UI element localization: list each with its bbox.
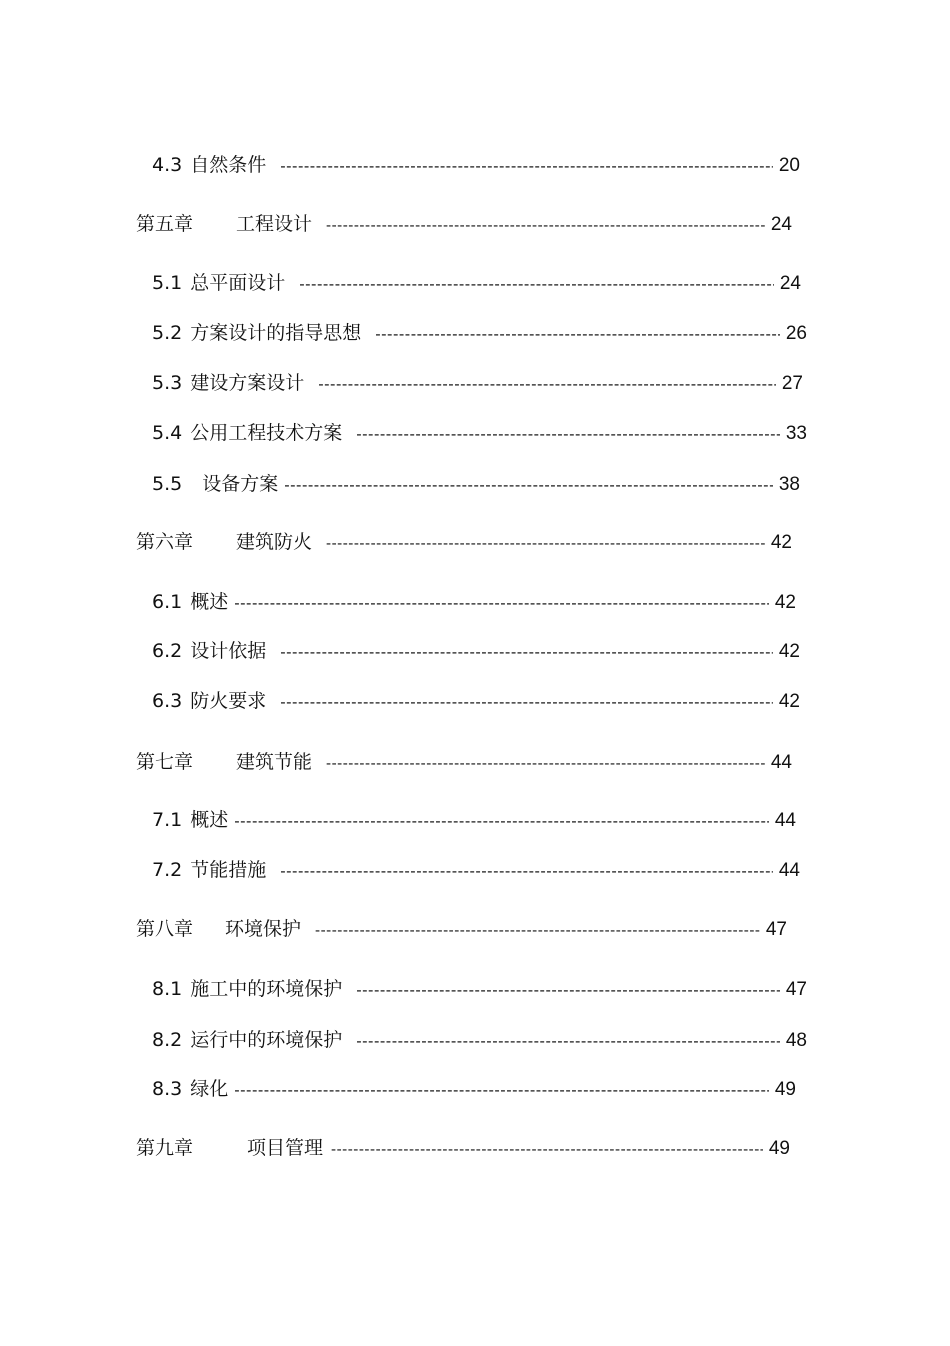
toc-chapter-title: 环境保护 [225,918,302,940]
toc-dot-leader [318,371,776,397]
toc-entry-5-2 [152,320,807,346]
toc-dot-leader [315,917,760,943]
toc-entry-page: 33 [785,423,807,444]
toc-entry-number: 6.2 [152,640,183,662]
toc-entry-6-1 [152,589,796,615]
toc-entry-page: 44 [770,752,792,773]
toc-dot-leader [299,271,774,297]
toc-entry-page: 24 [770,214,792,235]
toc-dot-leader [356,977,780,1003]
toc-entry-8-2 [152,1027,807,1053]
toc-entry-number: 5.5 [152,473,183,495]
toc-chapter-7 [136,749,792,775]
toc-entry-title: 公用工程技术方案 [190,422,343,444]
toc-entry-page: 47 [785,979,807,1000]
toc-chapter-number: 第五章 [136,213,194,235]
toc-entry-title: 设备方案 [202,473,279,495]
toc-entry-page: 44 [778,860,800,881]
toc-dot-leader [375,321,780,347]
toc-dot-leader [280,689,773,715]
toc-entry-page: 42 [774,592,796,613]
toc-entry-6-2 [152,638,800,664]
toc-entry-5-1 [152,270,801,296]
toc-entry-page: 27 [781,373,803,394]
toc-entry-number: 6.3 [152,690,183,712]
toc-entry-page: 44 [774,810,796,831]
toc-entry-number: 4.3 [152,154,183,176]
toc-entry-title: 施工中的环境保护 [190,978,343,1000]
toc-entry-page: 42 [778,691,800,712]
toc-chapter-title: 项目管理 [247,1137,324,1159]
toc-entry-title: 总平面设计 [190,272,286,294]
toc-entry-number: 8.2 [152,1029,183,1051]
toc-entry-number: 5.1 [152,272,183,294]
toc-chapter-number: 第九章 [136,1137,194,1159]
toc-entry-number: 7.2 [152,859,183,881]
toc-entry-5-5 [152,471,800,497]
toc-entry-8-1 [152,976,807,1002]
toc-entry-page: 42 [770,532,792,553]
toc-chapter-number: 第六章 [136,531,194,553]
toc-entry-title: 方案设计的指导思想 [190,322,362,344]
toc-chapter-title: 建筑防火 [236,531,313,553]
toc-chapter-8 [136,916,787,942]
toc-entry-number: 5.3 [152,372,183,394]
toc-dot-leader [326,530,765,556]
toc-entry-number: 8.1 [152,978,183,1000]
toc-entry-title: 概述 [190,591,229,613]
toc-entry-page: 38 [778,474,800,495]
toc-entry-5-3 [152,370,803,396]
toc-entry-page: 24 [779,273,801,294]
toc-entry-page: 42 [778,641,800,662]
toc-entry-5-4 [152,420,807,446]
toc-entry-number: 5.2 [152,322,183,344]
toc-chapter-5 [136,211,792,237]
toc-entry-title: 设计依据 [190,640,267,662]
toc-dot-leader [326,212,765,238]
toc-chapter-number: 第七章 [136,751,194,773]
toc-dot-leader [331,1136,763,1162]
toc-entry-7-1 [152,807,796,833]
toc-dot-leader [356,421,780,447]
toc-entry-6-3 [152,688,800,714]
toc-entry-page: 49 [768,1138,790,1159]
toc-entry-title: 建设方案设计 [190,372,305,394]
toc-entry-4-3 [152,152,800,178]
toc-entry-title: 绿化 [190,1078,229,1100]
toc-entry-title: 概述 [190,809,229,831]
toc-entry-title: 自然条件 [190,154,267,176]
toc-chapter-title: 建筑节能 [236,751,313,773]
toc-dot-leader [356,1028,780,1054]
toc-entry-page: 49 [774,1079,796,1100]
toc-entry-title: 防火要求 [190,690,267,712]
toc-chapter-9 [136,1135,790,1161]
toc-dot-leader [234,1077,769,1103]
toc-entry-page: 20 [778,155,800,176]
toc-entry-8-3 [152,1076,796,1102]
toc-entry-number: 7.1 [152,809,183,831]
toc-chapter-number: 第八章 [136,918,194,940]
toc-entry-page: 26 [785,323,807,344]
toc-entry-page: 47 [765,919,787,940]
toc-entry-number: 6.1 [152,591,183,613]
toc-entry-number: 8.3 [152,1078,183,1100]
toc-entry-page: 48 [785,1030,807,1051]
toc-dot-leader [280,858,773,884]
toc-dot-leader [280,639,773,665]
toc-dot-leader [234,590,769,616]
toc-entry-number: 5.4 [152,422,183,444]
toc-entry-7-2 [152,857,800,883]
toc-dot-leader [326,750,765,776]
toc-chapter-title: 工程设计 [236,213,313,235]
toc-entry-title: 节能措施 [190,859,267,881]
toc-dot-leader [284,472,773,498]
toc-chapter-6 [136,529,792,555]
toc-dot-leader [280,153,773,179]
toc-entry-title: 运行中的环境保护 [190,1029,343,1051]
toc-dot-leader [234,808,769,834]
